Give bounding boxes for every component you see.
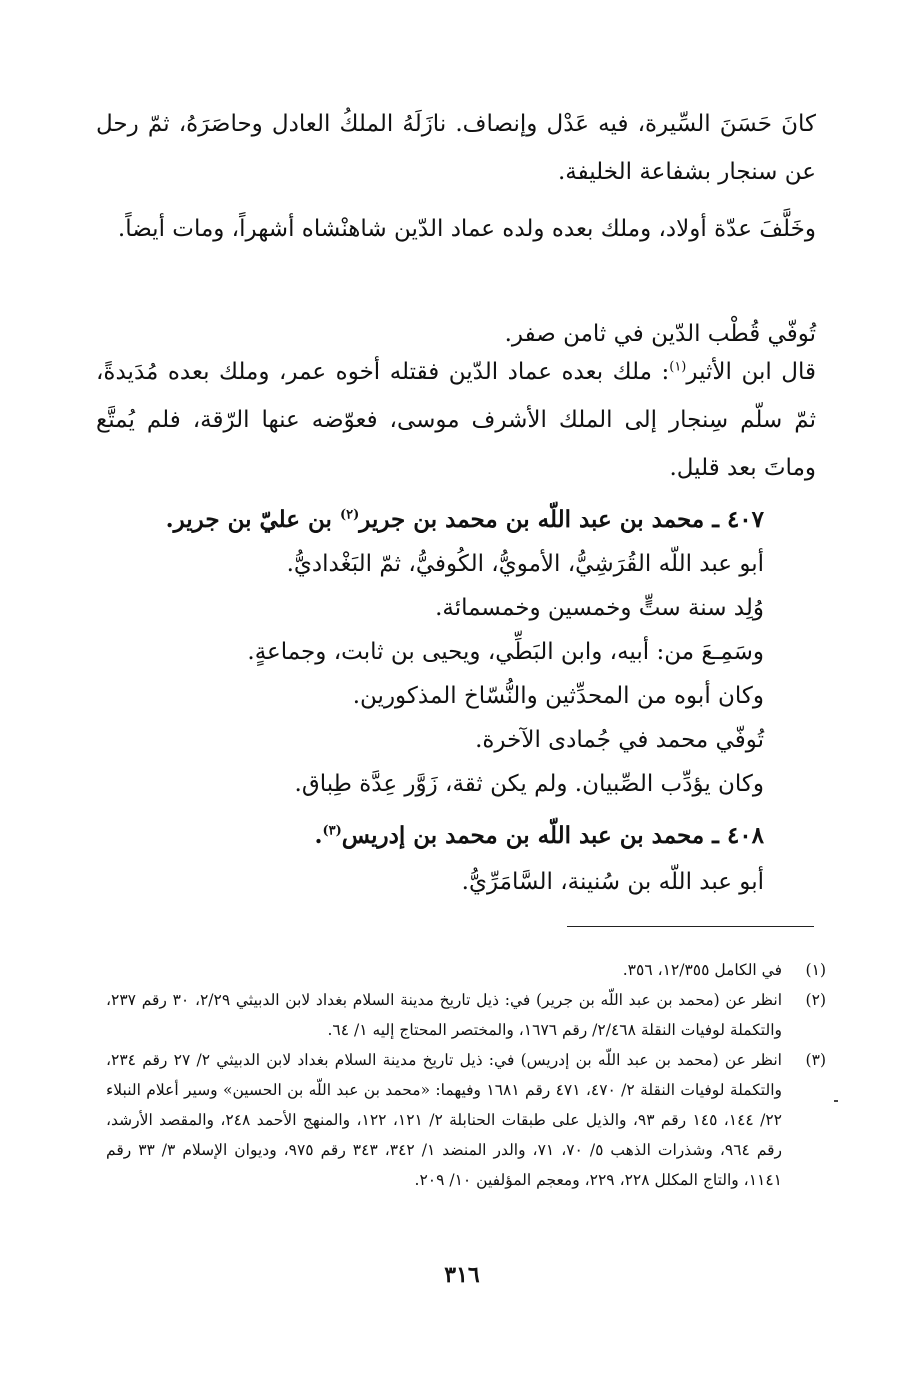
page-number: ٣١٦	[444, 1262, 480, 1288]
footnote-ref-2: (٢)	[339, 507, 360, 523]
quote-body: : ملك بعده عماد الدّين فقتله أخوه عمر، وملك بعده مُدَيدةً، ثمّ سلّم سِنجار إلى الملك الأشرف موسى، فعوّضه عنها الرّقة، فلم يُمتَّع وماتَ بعد قليل.	[96, 359, 816, 481]
footnote-1	[106, 955, 826, 985]
footnote-separator	[567, 926, 814, 927]
footnote-ref-1: (١)	[669, 359, 687, 375]
footnote-2	[106, 985, 826, 1045]
entry-408-name-tail: .	[314, 822, 323, 849]
paragraph-ibn-athir-quote	[96, 348, 816, 492]
entry-408-line: أبو عبد اللّه بن سُنينة، السَّامَرِّيُّ.	[461, 869, 764, 895]
footnote-3	[106, 1045, 826, 1195]
footnote-text: انظر عن (محمد بن عبد اللّه بن جرير) في: ذيل تاريخ مدينة السلام بغداد لابن الدبيثي ٢/٢٩، ٣٠ رقم ٢٣٧، والتكملة لوفيات النقلة ٢/٤٦٨/ رقم ١٦٧٦، والمختصر المحتاج إليه ١/ ٦٤.	[106, 991, 782, 1039]
footnote-number: (٢)	[805, 991, 826, 1009]
footnote-ref-3: (٣)	[322, 823, 342, 839]
quote-intro: قال ابن الأثير	[686, 359, 816, 385]
footnote-number: (٣)	[805, 1051, 826, 1069]
entry-407-line: وُلِد سنة ستٍّ وخمسين وخمسمائة.	[435, 595, 764, 621]
entry-407-line: أبو عبد اللّه القُرَشِيُّ، الأمويُّ، الكُوفيُّ، ثمّ البَغْداديُّ.	[286, 551, 764, 577]
entry-407-line: تُوفّي محمد في جُمادى الآخرة.	[475, 727, 764, 753]
entry-407-line: وسَمِـعَ من: أبيه، وابن البَطِّي، ويحيى بن ثابت، وجماعةٍ.	[247, 639, 764, 665]
entry-407-line: وكان أبوه من المحدِّثين والنُّسّاخ المذكورين.	[352, 683, 764, 709]
footnote-number: (١)	[805, 961, 826, 979]
paragraph-children: وخَلَّفَ عدّة أولاد، وملك بعده ولده عماد الدّين شاهنْشاه أشهراً، ومات أيضاً.	[117, 216, 816, 242]
entry-407-name: ٤٠٧ ـ محمد بن عبد اللّه بن محمد بن جرير	[359, 506, 764, 533]
entry-407-line: وكان يؤدِّب الصِّبيان. ولم يكن ثقة، زَوَّر عِدَّة طِباق.	[294, 771, 764, 797]
entry-407-heading	[166, 500, 764, 540]
paragraph-siege: كانَ حَسَنَ السِّيرة، فيه عَدْل وإنصاف. نازَلَهُ الملكُ العادل وحاصَرَهُ، ثمّ رحل عن سنجار بشفاعة الخليفة.	[96, 111, 816, 185]
entry-408-name: ٤٠٨ ـ محمد بن عبد اللّه بن محمد بن إدريس	[341, 822, 764, 849]
footnote-text: في الكامل ١٢/٣٥٥، ٣٥٦.	[622, 961, 782, 979]
margin-mark	[834, 1100, 838, 1102]
footnote-text: انظر عن (محمد بن عبد اللّه بن إدريس) في: ذيل تاريخ مدينة السلام بغداد لابن الدبيثي ٢/ ٢٧ رقم ٢٣٤، والتكملة لوفيات النقلة ٢/ ٤٧٠، ٤٧١ رقم ١٦٨١ وفيهما: «محمد بن عبد اللّه بن الحسين» وسير أعلام النبلاء ٢٢/ ١٤٤، ١٤٥ رقم ٩٣، والذيل على طبقات الحنابلة ٢/ ١٢١، ١٢٢، والمنهج الأحمد ٢٤٨، والمقصد الأرشد، رقم ٩٦٤، وشذرات الذهب ٥/ ٧٠، ٧١، والدر المنضد ١/ ٣٤٢، ٣٤٣ رقم ٩٧٥، وديوان الإسلام ٣/ ٣٣ رقم ١١٤١، والتاج المكلل ٢٢٨، ٢٢٩، ومعجم المؤلفين ١٠/ ٢٠٩.	[106, 1051, 783, 1189]
paragraph-death-date: تُوفّي قُطْب الدّين في ثامن صفر.	[504, 321, 816, 347]
entry-407-name-tail: بن عليّ بن جرير.	[165, 506, 340, 533]
entry-408-heading	[314, 816, 764, 856]
